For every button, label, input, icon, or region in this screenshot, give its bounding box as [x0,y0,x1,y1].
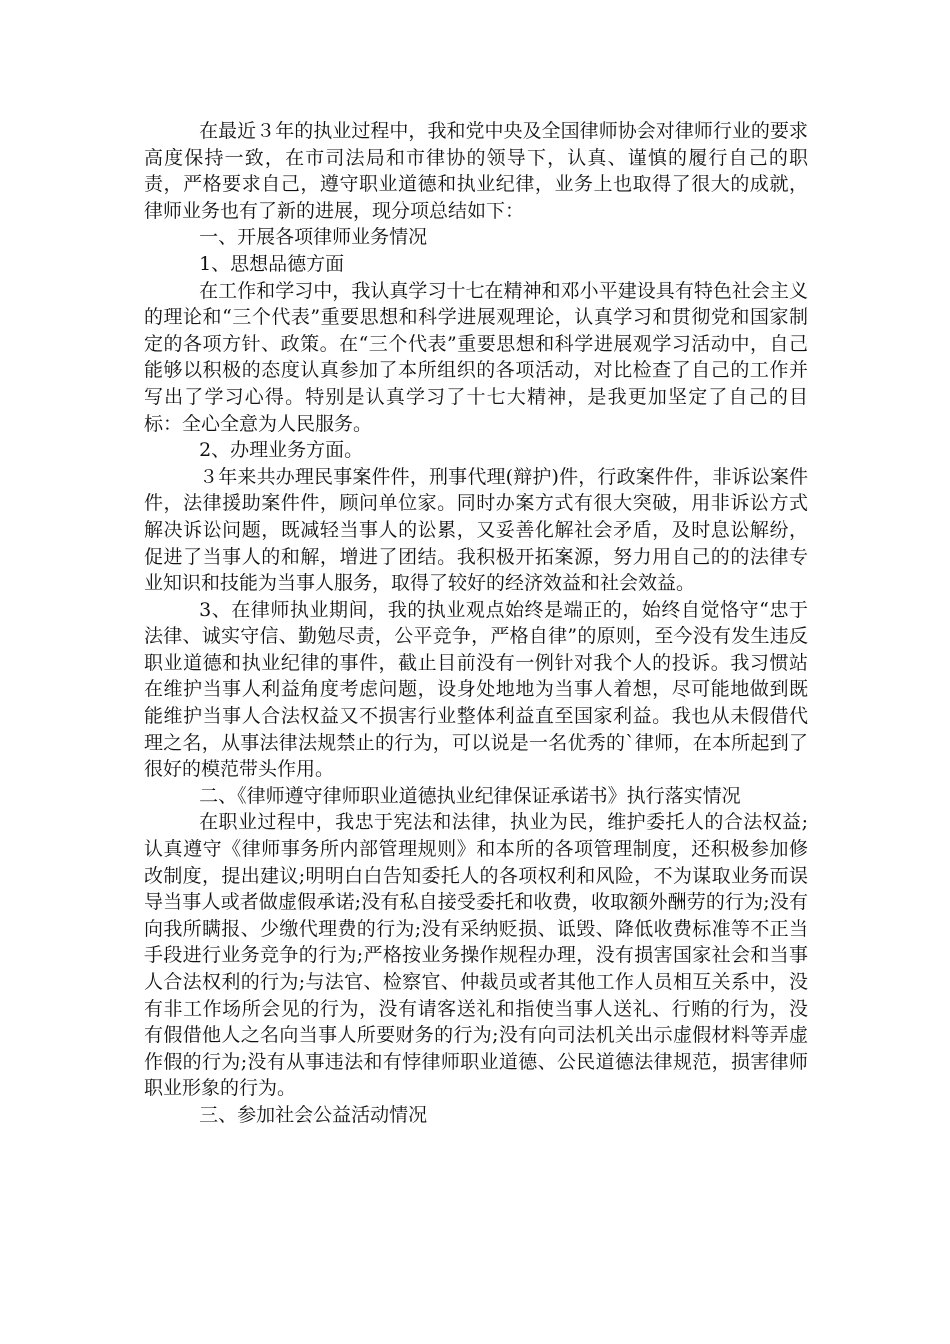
paragraph-conduct: 3、在律师执业期间，我的执业观点始终是端正的，始终自觉恪守“忠于法律、诚实守信、勤勉尽责，公平竞争，严格自律”的原则，至今没有发生违反职业道德和执业纪律的事件，截止目前没有一例针对我个人的投诉。我习惯站在维护当事人利益角度考虑问题，设身处地地为当事人着想，尽可能地做到既能维护当事人合法权益又不损害行业整体利益直至国家利益。我也从未假借代理之名，从事法律法规禁止的行为，可以说是一名优秀的`律师，在本所起到了很好的模范带头作用。 [144,598,808,781]
heading-section-2: 二、《律师遵守律师职业道德执业纪律保证承诺书》执行落实情况 [199,784,741,807]
heading-section-1: 一、开展各项律师业务情况 [199,226,428,249]
document-body [144,118,808,1129]
paragraph-commitment: 在职业过程中，我忠于宪法和法律，执业为民，维护委托人的合法权益;认真遵守《律师事务所内部管理规则》和本所的各项管理制度，还积极参加修改制度，提出建议;明明白白告知委托人的各项权利和风险，不为谋取业务而误导当事人或者做虚假承诺;没有私自接受委托和收费，收取额外酬劳的行为;没有向我所瞒报、少缴代理费的行为;没有采纳贬损、诋毁、降低收费标准等不正当手段进行业务竞争的行为;严格按业务操作规程办理，没有损害国家社会和当事人合法权利的行为;与法官、检察官、仲裁员或者其他工作人员相互关系中，没有非工作场所会见的行为，没有请客送礼和指使当事人送礼、行贿的行为，没有假借他人之名向当事人所要财务的行为;没有向司法机关出示虚假材料等弄虚作假的行为;没有从事违法和有悖律师职业道德、公民道德法律规范，损害律师职业形象的行为。 [144,811,808,1100]
heading-section-3: 三、参加社会公益活动情况 [199,1103,428,1126]
paragraph-ideology: 在工作和学习中，我认真学习十七在精神和邓小平建设具有特色社会主义的理论和“三个代表”重要思想和科学进展观理论，认真学习和贯彻党和国家制定的各项方针、政策。在“三个代表”重要思想和科学进展观学习活动中，自己能够以积极的态度认真参加了本所组织的各项活动，对比检查了自己的工作并写出了学习心得。特别是认真学习了十七大精神，是我更加坚定了自己的目标：全心全意为人民服务。 [144,279,808,435]
paragraph-cases: ３年来共办理民事案件件，刑事代理(辩护)件，行政案件件，非诉讼案件件，法律援助案件件，顾问单位家。同时办案方式有很大突破，用非诉讼方式解决诉讼问题，既减轻当事人的讼累，又妥善化解社会矛盾，及时息讼解纷，促进了当事人的和解，增进了团结。我积极开拓案源，努力用自己的的法律专业知识和技能为当事人服务，取得了较好的经济效益和社会效益。 [144,465,808,595]
subheading-1-1: 1、思想品德方面 [199,252,345,275]
subheading-1-2: 2、办理业务方面。 [199,439,364,462]
paragraph-intro: 在最近３年的执业过程中，我和党中央及全国律师协会对律师行业的要求高度保持一致，在市司法局和市律协的领导下，认真、谨慎的履行自己的职责，严格要求自己，遵守职业道德和执业纪律，业务上也取得了很大的成就，律师业务也有了新的进展，现分项总结如下： [144,120,808,222]
